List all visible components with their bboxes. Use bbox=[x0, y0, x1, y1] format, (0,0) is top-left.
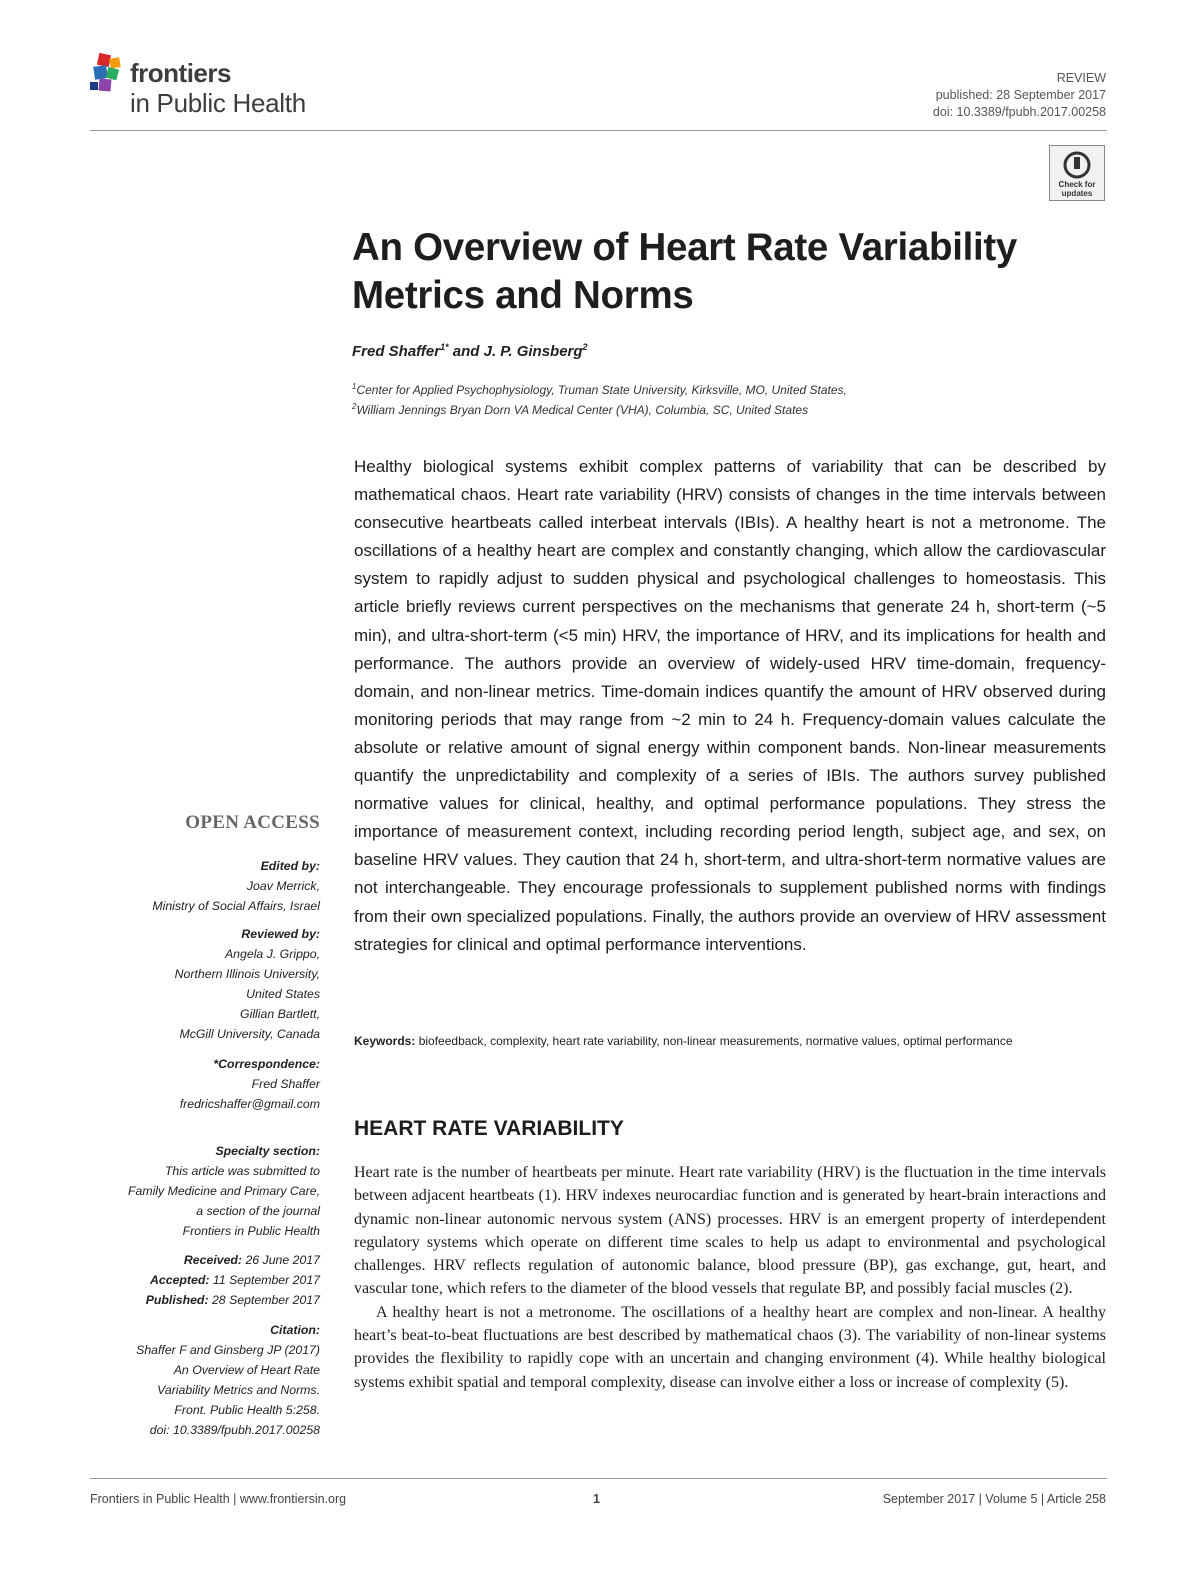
reviewed-by bbox=[80, 924, 320, 1044]
section-heading: HEART RATE VARIABILITY bbox=[354, 1117, 624, 1140]
check-for-updates-badge[interactable] bbox=[1049, 145, 1105, 201]
journal-logo bbox=[90, 50, 330, 122]
received-date bbox=[80, 1250, 320, 1270]
citation-line-3: Variability Metrics and Norms. bbox=[157, 1383, 320, 1397]
frontiers-logo-icon bbox=[90, 52, 130, 102]
specialty-line-1: This article was submitted to bbox=[164, 1164, 320, 1178]
correspondence-label: *Correspondence: bbox=[213, 1057, 320, 1071]
accepted-date bbox=[80, 1270, 320, 1290]
article-doi[interactable]: doi: 10.3389/fpubh.2017.00258 bbox=[932, 105, 1106, 119]
journal-name-line1: frontiers bbox=[130, 58, 231, 88]
specialty-label: Specialty section: bbox=[215, 1144, 320, 1158]
page-number: 1 bbox=[593, 1492, 600, 1506]
keywords bbox=[354, 1032, 1106, 1051]
keywords-list: biofeedback, complexity, heart rate variability, non-linear measurements, normative values, optimal performance bbox=[418, 1034, 1013, 1048]
citation-line-4: Front. Public Health 5:258. bbox=[174, 1403, 320, 1417]
edited-by-label: Edited by: bbox=[260, 859, 320, 873]
reviewed-by-label: Reviewed by: bbox=[241, 927, 320, 941]
correspondence bbox=[80, 1054, 320, 1114]
article-dates bbox=[80, 1250, 320, 1310]
reviewer-2-affiliation: McGill University, Canada bbox=[179, 1027, 320, 1041]
article-meta bbox=[933, 70, 1106, 121]
citation-label: Citation: bbox=[270, 1323, 320, 1337]
header-rule bbox=[90, 130, 1107, 131]
received-label: Received: bbox=[183, 1253, 243, 1267]
specialty-line-4: Frontiers in Public Health bbox=[182, 1224, 320, 1238]
correspondence-email[interactable]: fredricshaffer@gmail.com bbox=[179, 1097, 320, 1111]
journal-name-line2: in Public Health bbox=[130, 88, 306, 118]
footer-journal[interactable]: Frontiers in Public Health | www.frontiersin.org bbox=[90, 1492, 347, 1506]
author-2-affiliation: 2 bbox=[582, 342, 588, 352]
badge-label: Check for updates bbox=[1058, 180, 1096, 198]
author-1-affiliation: 1* bbox=[440, 342, 449, 352]
correspondence-name: Fred Shaffer bbox=[251, 1077, 320, 1091]
author-list bbox=[352, 342, 588, 360]
affiliation-2 bbox=[352, 402, 808, 417]
footer-issue: September 2017 | Volume 5 | Article 258 bbox=[882, 1492, 1106, 1506]
specialty-line-2: Family Medicine and Primary Care, bbox=[127, 1184, 320, 1198]
published-date-side bbox=[80, 1290, 320, 1310]
editor-affiliation: Ministry of Social Affairs, Israel bbox=[152, 899, 320, 913]
body-text bbox=[354, 1161, 1106, 1394]
affiliation-1 bbox=[352, 382, 847, 397]
reviewer-2-name[interactable]: Gillian Bartlett, bbox=[240, 1007, 320, 1021]
citation-doi[interactable]: doi: 10.3389/fpubh.2017.00258 bbox=[149, 1423, 320, 1437]
edited-by bbox=[80, 856, 320, 916]
citation-line-1: Shaffer F and Ginsberg JP (2017) bbox=[136, 1343, 320, 1357]
author-ginsberg[interactable]: and J. P. Ginsberg bbox=[448, 343, 583, 360]
editor-name[interactable]: Joav Merrick, bbox=[246, 879, 320, 893]
article-type: REVIEW bbox=[1056, 71, 1106, 85]
footer-rule bbox=[90, 1478, 1107, 1479]
citation bbox=[80, 1320, 320, 1440]
article-title: An Overview of Heart Rate Variability Metrics and Norms bbox=[352, 226, 1018, 317]
keywords-label: Keywords: bbox=[354, 1034, 416, 1048]
author-shaffer[interactable]: Fred Shaffer bbox=[352, 343, 441, 360]
affiliation-2-text: William Jennings Bryan Dorn VA Medical Center (VHA), Columbia, SC, United States bbox=[356, 403, 809, 417]
update-icon bbox=[1062, 150, 1092, 180]
reviewer-1-name[interactable]: Angela J. Grippo, bbox=[224, 947, 320, 961]
published-label: Published: bbox=[145, 1293, 209, 1307]
affiliation-1-number: 1 bbox=[352, 382, 357, 391]
reviewer-1-affiliation: Northern Illinois University, bbox=[174, 967, 320, 981]
specialty-line-3: a section of the journal bbox=[196, 1204, 320, 1218]
published-date: published: 28 September 2017 bbox=[935, 88, 1106, 102]
affiliation-2-number: 2 bbox=[352, 402, 357, 411]
body-paragraph-2: A healthy heart is not a metronome. The oscillations of a healthy heart are complex and non-linear. A healthy heart’s beat-to-beat fluctuations are best described by mathematical chaos (3). The variability of non-linear systems provides the flexibility to rapidly cope with an uncertain and changing environment (4). While healthy biological systems exhibit spatial and temporal complexity, disease can involve either a loss or increase of complexity (5). bbox=[354, 1303, 1106, 1391]
affiliation-1-text: Center for Applied Psychophysiology, Truman State University, Kirksville, MO, United States, bbox=[356, 383, 847, 397]
reviewer-1-country: United States bbox=[246, 987, 320, 1001]
specialty-section bbox=[80, 1141, 320, 1241]
published-value: 28 September 2017 bbox=[211, 1293, 320, 1307]
body-paragraph-1: Heart rate is the number of heartbeats per minute. Heart rate variability (HRV) is the fluctuation in the time intervals between adjacent heartbeats (1). HRV indexes neurocardiac function and is generated by heart-brain interactions and dynamic non-linear autonomic nervous system (ANS) processes. HRV is an emergent property of interdependent regulatory systems which operate on different time scales to help us adapt to environmental and psychological challenges. HRV reflects regulation of autonomic balance, blood pressure (BP), gas exchange, gut, heart, and vascular tone, which refers to the diameter of the blood vessels that regulate BP, and possibly facial muscles (2). bbox=[354, 1164, 1106, 1298]
open-access-label: OPEN ACCESS bbox=[185, 812, 320, 833]
citation-line-2: An Overview of Heart Rate bbox=[173, 1363, 320, 1377]
abstract: Healthy biological systems exhibit complex patterns of variability that can be described by mathematical chaos. Heart rate variability (HRV) consists of changes in the time intervals between consecutive heartbeats called interbeat intervals (IBIs). A healthy heart is not a metronome. The oscillations of a healthy heart are complex and constantly changing, which allow the cardiovascular system to rapidly adjust to sudden physical and psychological challenges to homeostasis. This article briefly reviews current perspectives on the mechanisms that generate 24 h, short-term (~5 min), and ultra-short-term (<5 min) HRV, the importance of HRV, and its implications for health and performance. The authors provide an overview of widely-used HRV time-domain, frequency-domain, and non-linear metrics. Time-domain indices quantify the amount of HRV observed during monitoring periods that may range from ~2 min to 24 h. Frequency-domain values calculate the absolute or relative amount of signal energy within component bands. Non-linear measurements quantify the unpredictability and complexity of a series of IBIs. The authors survey published normative values for clinical, healthy, and optimal performance populations. They stress the importance of measurement context, including recording period length, subject age, and sex, on baseline HRV values. They caution that 24 h, short-term, and ultra-short-term normative values are not interchangeable. They encourage professionals to supplement published norms with findings from their own specialized populations. Finally, the authors provide an overview of HRV assessment strategies for clinical and optimal performance interventions. bbox=[354, 457, 1106, 954]
accepted-value: 11 September 2017 bbox=[212, 1273, 320, 1287]
accepted-label: Accepted: bbox=[150, 1273, 210, 1287]
received-value: 26 June 2017 bbox=[245, 1253, 320, 1267]
